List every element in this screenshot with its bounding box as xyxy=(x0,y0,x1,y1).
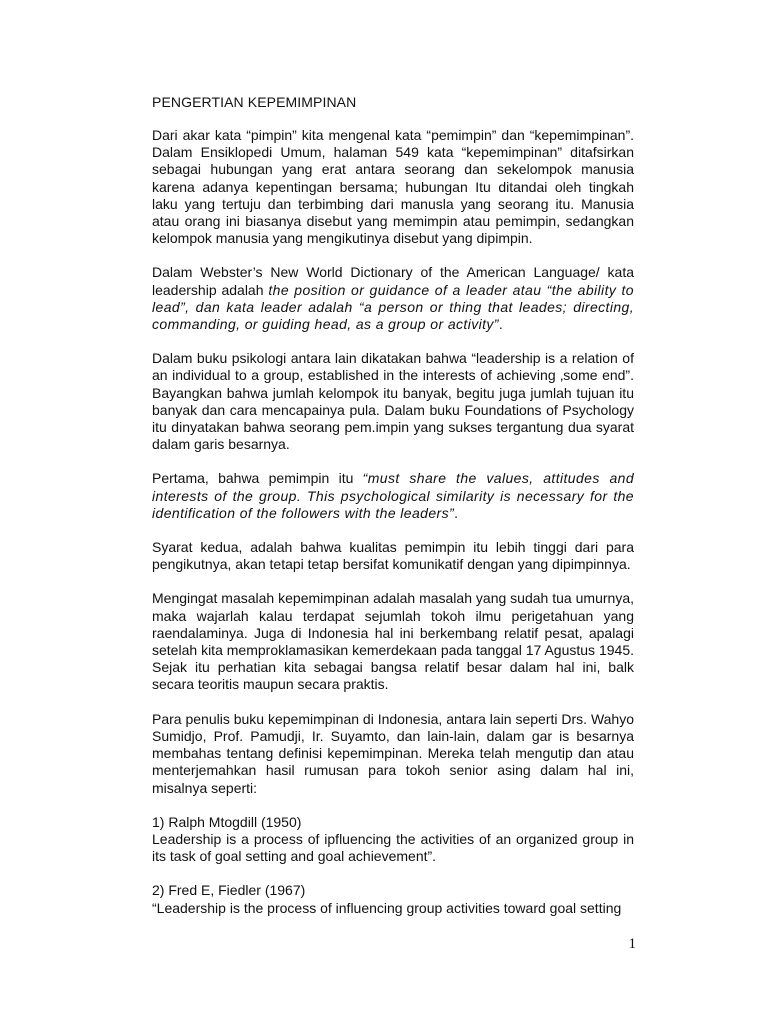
webster-quote: the position or guidance of a leader atau “the ability to lead”, dan kata leader adalah “a person or thing that leades; directing, commanding, or guiding head, as a group or activity” xyxy=(152,281,634,333)
first-condition-end: . xyxy=(454,504,458,521)
paragraph-webster-definition xyxy=(152,264,634,333)
list-item-body: Leadership is a process of ipfluencing the activities of an organized group in its task of goal setting and goal achievement”. xyxy=(152,830,634,865)
paragraph-first-condition xyxy=(152,470,634,522)
first-condition-quote: “must share the values, attitudes and interests of the group. This psychological similarity is necessary for the identification of the followers with the leaders” xyxy=(152,470,635,521)
first-condition-text: Pertama, bahwa pemimpin itu xyxy=(152,470,363,487)
paragraph-second-condition: Syarat kedua, adalah bahwa kualitas pemimpin itu lebih tinggi dari para pengikutnya, akan tetapi tetap bersifat komunikatif dengan yang dipimpinnya. xyxy=(152,539,634,573)
paragraph-definition-origin: Dari akar kata “pimpin” kita mengenal kata “pemimpin” dan “kepemimpinan”. Dalam Ensiklopedi Umum, halaman 549 kata “kepemimpinan” ditafsirkan sebagai hubungan yang erat antara seorang dan sekelompok manusia karena adanya kepentingan bersama; hubungan Itu ditandai oleh tingkah laku yang tertuju dan terbimbing dari manusla yang seorang itu. Manusia atau orang ini biasanya disebut yang memimpin atau pemimpin, sedangkan kelompok manusia yang mengikutinya disebut yang dipimpin. xyxy=(152,127,634,247)
paragraph-indonesian-authors: Para penulis buku kepemimpinan di Indonesia, antara lain seperti Drs. Wahyo Sumidjo, Prof. Pamudji, Ir. Suyamto, dan lain-lain, dalam gar is besarnya membahas tentang definisi kepemimpinan. Mereka telah mengutip dan atau menterjemahkan hasil rumusan para tokoh senior asing dalam hal ini, misalnya seperti: xyxy=(152,710,634,796)
paragraph-psychology: Dalam buku psikologi antara lain dikatakan bahwa “leadership is a relation of an individual to a group, established in the interests of achieving ‚some end”. Bayangkan bahwa jumlah kelompok itu banyak, begitu juga jumlah tujuan itu banyak dan cara mencapainya pula. Dalam buku Foundations of Psychology itu dinyatakan bahwa seorang pem.impin yang sukses tergantung dua syarat dalam garis besarnya. xyxy=(152,350,634,453)
page-number: 1 xyxy=(628,936,636,952)
webster-text: Dalam Webster’s New World Dictionary of the American Language/ kata leadership adalah xyxy=(152,264,634,298)
list-item-heading: 2) Fred E, Fiedler (1967) xyxy=(152,882,306,899)
list-item-body: “Leadership is the process of influencing group activities toward goal setting xyxy=(152,899,622,916)
list-item-heading: 1) Ralph Mtogdill (1950) xyxy=(152,813,302,830)
webster-end: . xyxy=(498,316,503,333)
paragraph-history: Mengingat masalah kepemimpinan adalah masalah yang sudah tua umurnya, maka wajarlah kalau terdapat sejumlah tokoh ilmu perigetahuan yang raendalaminya. Juga di Indonesia hal ini berkembang relatif pesat, apalagi setelah kita memproklamasikan kemerdekaan pada tanggal 17 Agustus 1945. Sejak itu perhatian kita sebagai bangsa relatif besar dalam hal ini, balk secara teoritis maupun secara praktis. xyxy=(152,590,634,693)
document-title: PENGERTIAN KEPEMIMPINAN xyxy=(152,94,357,110)
